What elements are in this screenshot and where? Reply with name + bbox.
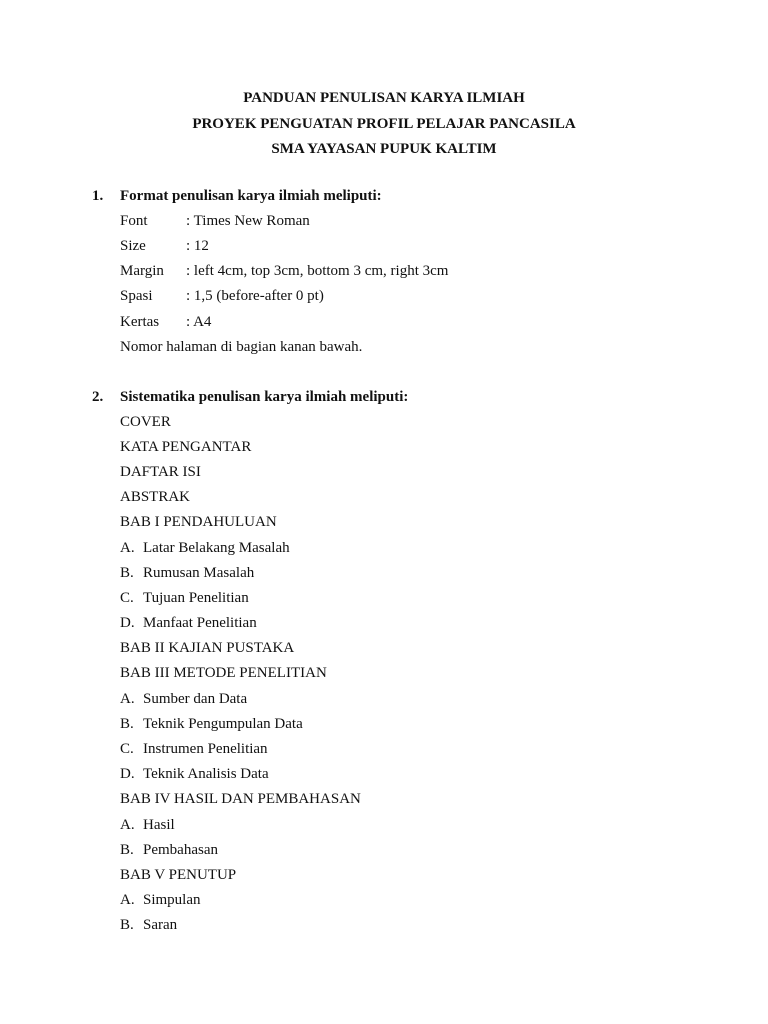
list-item: [120, 485, 190, 510]
spec-row-kertas: [120, 310, 211, 335]
item-letter: D.: [120, 615, 135, 631]
item-text: Latar Belakang Masalah: [143, 540, 290, 556]
item-letter: D.: [120, 766, 135, 782]
section-1-note: Nomor halaman di bagian kanan bawah.: [120, 339, 363, 355]
spec-label: Font: [120, 213, 148, 229]
item-text: BAB II KAJIAN PUSTAKA: [120, 640, 295, 656]
item-letter: A.: [120, 817, 135, 833]
item-text: Teknik Analisis Data: [143, 766, 269, 782]
item-text: Tujuan Penelitian: [143, 590, 249, 606]
document-title: [0, 86, 768, 163]
spec-label: Size: [120, 238, 146, 254]
item-text: KATA PENGANTAR: [120, 439, 252, 455]
list-item: [120, 687, 247, 712]
list-item: [120, 813, 175, 838]
item-text: BAB I PENDAHULUAN: [120, 514, 277, 530]
title-line-2: PROYEK PENGUATAN PROFIL PELAJAR PANCASILA: [192, 115, 576, 132]
list-item: [120, 460, 201, 485]
item-letter: A.: [120, 691, 135, 707]
list-item: [120, 611, 257, 636]
title-line-3: SMA YAYASAN PUPUK KALTIM: [271, 141, 497, 157]
list-item: [120, 787, 361, 812]
item-text: Hasil: [143, 817, 175, 833]
list-item: [120, 888, 201, 913]
section-1-number: 1.: [92, 188, 104, 204]
list-item: [120, 712, 303, 737]
spec-label: Spasi: [120, 288, 153, 304]
item-letter: B.: [120, 917, 134, 933]
list-item: [120, 762, 269, 787]
list-item: [120, 737, 268, 762]
item-text: Pembahasan: [143, 842, 218, 858]
item-letter: C.: [120, 590, 134, 606]
spec-row-spasi: [120, 284, 324, 309]
item-letter: B.: [120, 716, 134, 732]
item-text: BAB IV HASIL DAN PEMBAHASAN: [120, 791, 361, 807]
title-line-1: PANDUAN PENULISAN KARYA ILMIAH: [243, 90, 525, 106]
item-letter: B.: [120, 842, 134, 858]
item-letter: C.: [120, 741, 134, 757]
list-item: [120, 435, 251, 460]
spec-value: : Times New Roman: [186, 213, 310, 229]
item-text: Sumber dan Data: [143, 691, 248, 707]
section-1-heading: Format penulisan karya ilmiah meliputi:: [120, 188, 382, 204]
item-text: Manfaat Penelitian: [143, 615, 257, 631]
list-item: [120, 561, 254, 586]
list-item: [120, 586, 249, 611]
list-item: [120, 636, 294, 661]
item-text: COVER: [120, 414, 171, 430]
spec-row-font: [120, 209, 310, 234]
list-item: [120, 863, 236, 888]
list-item: [120, 410, 171, 435]
spec-label: Margin: [120, 263, 164, 279]
item-text: DAFTAR ISI: [120, 464, 201, 480]
spec-value: : A4: [186, 314, 212, 330]
list-item: [120, 661, 327, 686]
spec-value: : 12: [186, 238, 209, 254]
item-text: ABSTRAK: [120, 489, 191, 505]
list-item: [120, 838, 218, 863]
item-text: Teknik Pengumpulan Data: [143, 716, 303, 732]
item-text: Saran: [143, 917, 178, 933]
item-text: Rumusan Masalah: [143, 565, 255, 581]
spec-value: : 1,5 (before-after 0 pt): [186, 288, 324, 304]
spec-row-margin: [120, 259, 448, 284]
item-text: Simpulan: [143, 892, 201, 908]
list-item: [120, 510, 277, 535]
item-letter: A.: [120, 540, 135, 556]
list-item: [120, 536, 290, 561]
item-letter: B.: [120, 565, 134, 581]
spec-label: Kertas: [120, 314, 160, 330]
item-text: Instrumen Penelitian: [143, 741, 268, 757]
section-2-heading: Sistematika penulisan karya ilmiah meliputi:: [120, 389, 409, 405]
spec-value: : left 4cm, top 3cm, bottom 3 cm, right 3cm: [186, 263, 449, 279]
spec-row-size: [120, 234, 209, 259]
section-2-number: 2.: [92, 389, 104, 405]
item-text: BAB III METODE PENELITIAN: [120, 665, 327, 681]
item-letter: A.: [120, 892, 135, 908]
item-text: BAB V PENUTUP: [120, 867, 237, 883]
list-item: [120, 913, 177, 938]
